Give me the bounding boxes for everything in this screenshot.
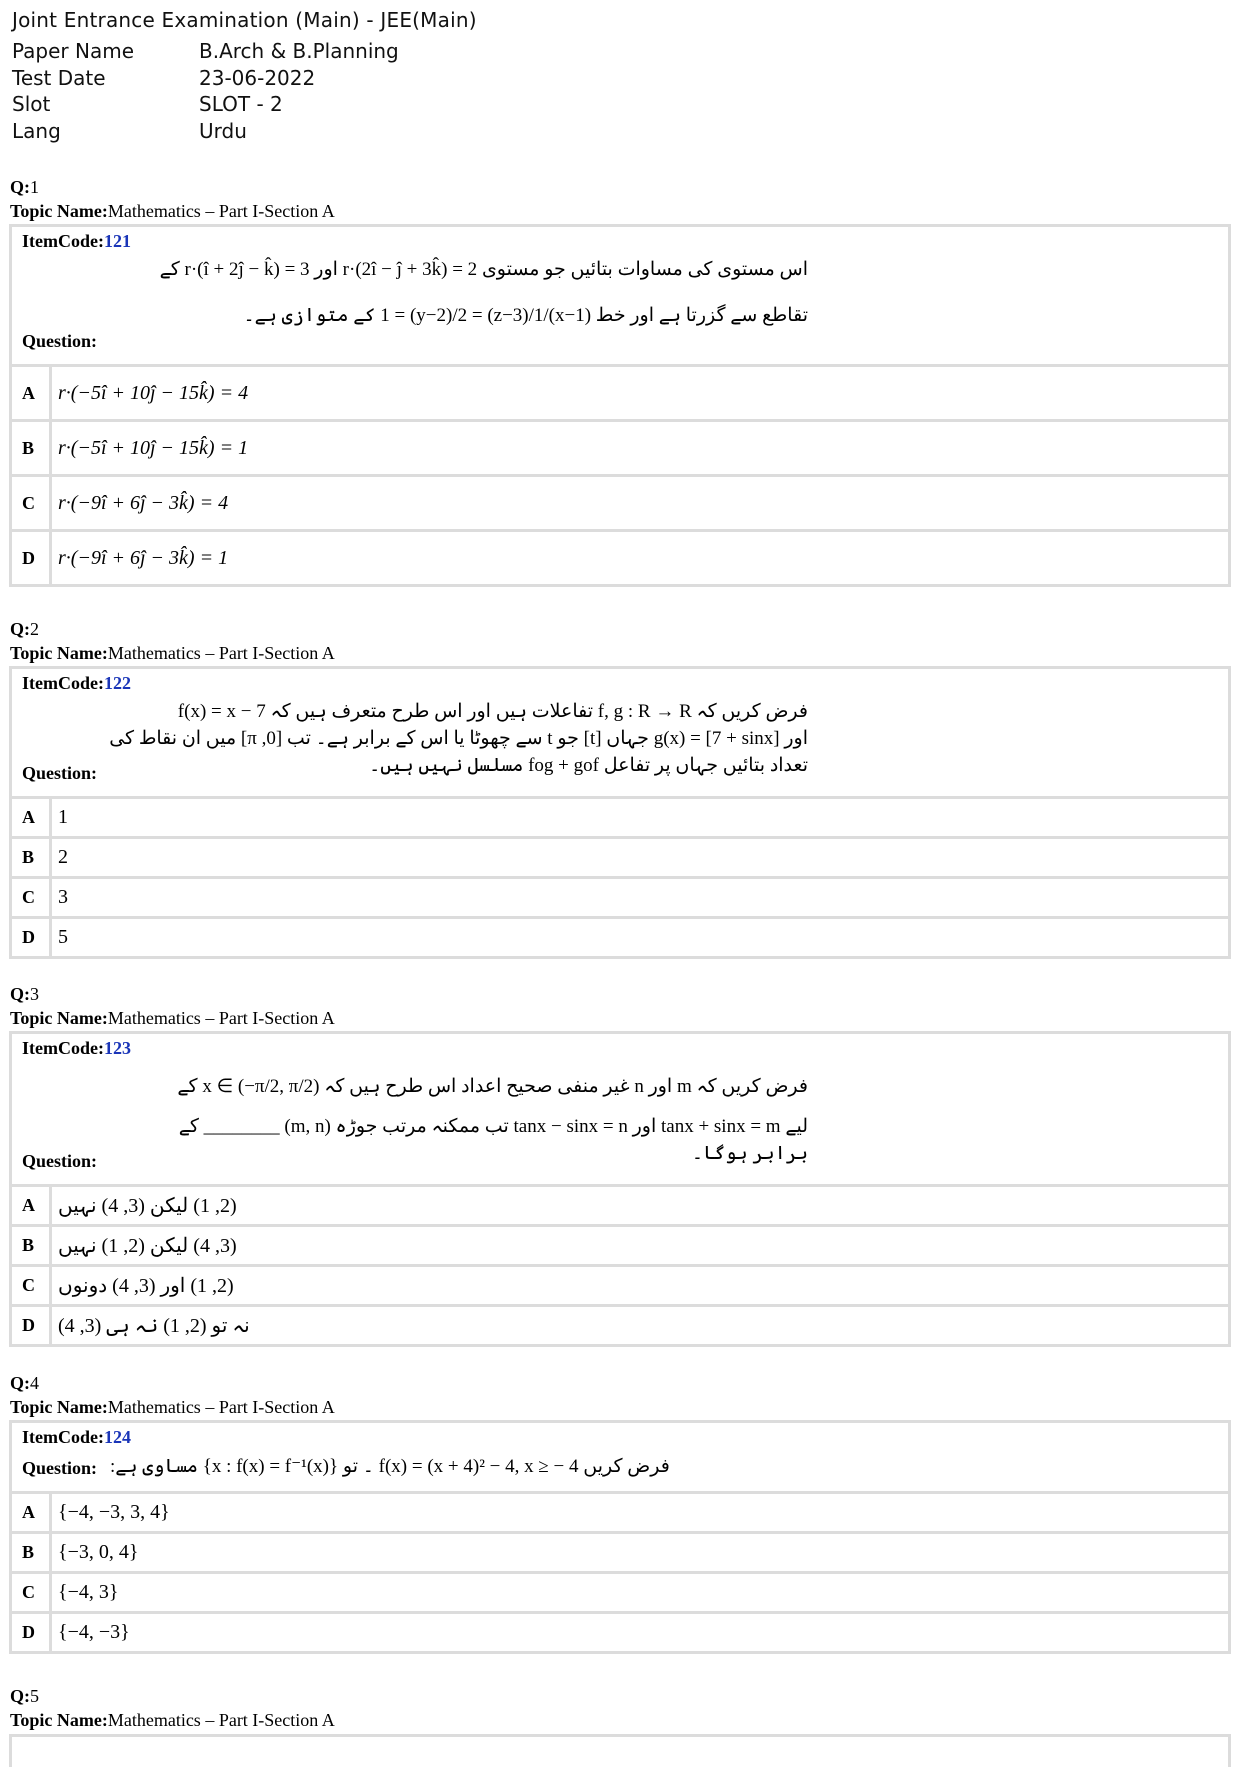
question-label: Question:	[22, 1458, 98, 1478]
option-a[interactable]	[12, 1494, 1228, 1534]
meta-row	[12, 65, 399, 92]
question-label: Question:	[22, 1151, 98, 1171]
exam-meta-table	[12, 38, 399, 144]
question-label: Question:	[22, 331, 98, 351]
option-a[interactable]	[12, 1187, 1228, 1227]
option-c[interactable]	[12, 1267, 1228, 1307]
option-label: B	[12, 839, 52, 876]
option-value: {−4, −3}	[58, 1621, 130, 1643]
topic-label: Topic Name:	[10, 1008, 108, 1028]
option-c[interactable]	[12, 1574, 1228, 1614]
option-c[interactable]	[12, 477, 1228, 532]
option-label: B	[12, 1227, 52, 1264]
question-body	[12, 1034, 1228, 1187]
q-label: Q:	[10, 1686, 30, 1706]
question-number: 1	[30, 177, 39, 197]
option-value: r·(−9î + 6ĵ − 3k̂) = 1	[58, 546, 229, 569]
option-d[interactable]	[12, 1614, 1228, 1651]
option-label: C	[12, 879, 52, 916]
question-box-1	[9, 224, 1231, 587]
option-label: D	[12, 919, 52, 956]
question-box-4	[9, 1420, 1231, 1654]
topic-name: Mathematics – Part I-Section A	[107, 201, 335, 221]
question-text-line: فرض کریں کہ m اور n غیر منفی صحیح اعداد اس طرح ہیں کہ x ∈ (−π/2, π/2) کے	[177, 1076, 808, 1097]
topic-label: Topic Name:	[10, 643, 108, 663]
meta-value: B.Arch & B.Planning	[199, 39, 399, 64]
q-label: Q:	[10, 619, 30, 639]
option-value: r·(−5î + 10ĵ − 15k̂) = 4	[58, 381, 249, 404]
question-number: 5	[30, 1686, 39, 1706]
question-box-2	[9, 666, 1231, 959]
option-value: 1	[58, 806, 68, 828]
question-text-line: فرض کریں f(x) = (x + 4)² − 4, x ≥ − 4 ۔ تو {x : f(x) = f⁻¹(x)} مساوی ہے:	[110, 1456, 670, 1477]
option-a[interactable]	[12, 799, 1228, 839]
topic-label: Topic Name:	[10, 1710, 108, 1730]
meta-value: 23-06-2022	[199, 65, 316, 90]
question-text-line: لیے tanx + sinx = m اور tanx − sinx = n تب ممکنہ مرتب جوڑہ (m, n) ________ کے	[178, 1116, 808, 1137]
question-body	[12, 1423, 1228, 1494]
meta-key: Paper Name	[12, 39, 135, 64]
meta-row	[12, 91, 399, 118]
option-value: 5	[58, 926, 68, 948]
meta-key: Slot	[12, 92, 51, 117]
option-label: A	[12, 1494, 52, 1531]
option-label: D	[12, 1307, 52, 1344]
q-label: Q:	[10, 177, 30, 197]
q-label: Q:	[10, 984, 30, 1004]
item-code-label: ItemCode:	[22, 1427, 104, 1447]
question-header-2	[10, 617, 335, 665]
meta-value: SLOT - 2	[199, 92, 283, 117]
question-text-line: تعداد بتائیں جہاں پر تفاعل fog + gof مسلسل نہیں ہیں۔	[369, 755, 808, 776]
topic-name: Mathematics – Part I-Section A	[107, 643, 335, 663]
item-code-value: 122	[103, 673, 131, 693]
item-code-value: 124	[103, 1427, 131, 1447]
option-value: {−4, −3, 3, 4}	[58, 1501, 170, 1523]
option-label: A	[12, 799, 52, 836]
meta-key: Test Date	[12, 65, 106, 90]
option-value: 2	[58, 846, 68, 868]
option-value: (3, 4) لیکن (2, 1) نہیں	[58, 1235, 237, 1257]
question-text-line: فرض کریں کہ f, g : R → R تفاعلات ہیں اور اس طرح متعرف ہیں کہ f(x) = x − 7	[177, 701, 808, 722]
question-label: Question:	[22, 763, 98, 783]
option-value: {−3, 0, 4}	[58, 1541, 139, 1563]
option-label: A	[12, 1187, 52, 1224]
option-label: B	[12, 1534, 52, 1571]
option-label: B	[12, 422, 52, 474]
option-b[interactable]	[12, 1534, 1228, 1574]
option-d[interactable]	[12, 1307, 1228, 1344]
topic-label: Topic Name:	[10, 1397, 108, 1417]
option-value: نہ تو (2, 1) نہ ہی (3, 4)	[58, 1315, 250, 1337]
topic-label: Topic Name:	[10, 201, 108, 221]
option-label: A	[12, 367, 52, 419]
option-label: C	[12, 1574, 52, 1611]
option-b[interactable]	[12, 839, 1228, 879]
question-box-5	[9, 1734, 1231, 1767]
option-c[interactable]	[12, 879, 1228, 919]
item-code-label: ItemCode:	[22, 1038, 104, 1058]
question-header-4	[10, 1371, 335, 1419]
meta-key: Lang	[12, 118, 61, 143]
topic-name: Mathematics – Part I-Section A	[107, 1397, 335, 1417]
item-code-label: ItemCode:	[22, 673, 104, 693]
option-label: D	[12, 532, 52, 584]
option-label: D	[12, 1614, 52, 1651]
option-label: C	[12, 1267, 52, 1304]
q-label: Q:	[10, 1373, 30, 1393]
topic-name: Mathematics – Part I-Section A	[107, 1008, 335, 1028]
document-header	[12, 8, 477, 144]
question-body	[12, 227, 1228, 367]
option-value: 3	[58, 886, 68, 908]
item-code-value: 123	[103, 1038, 131, 1058]
question-text-line: اس مستوی کی مساوات بتائیں جو مستوی r·(2î − ĵ + 3k̂) = 2 اور r·(î + 2ĵ − k̂) = 3 کے	[159, 259, 808, 280]
question-box-3	[9, 1031, 1231, 1347]
question-header-3	[10, 982, 335, 1030]
exam-title: Joint Entrance Examination (Main) - JEE(Main)	[12, 8, 477, 32]
question-number: 4	[30, 1373, 39, 1393]
option-b[interactable]	[12, 422, 1228, 477]
meta-row	[12, 118, 399, 145]
option-value: r·(−9î + 6ĵ − 3k̂) = 4	[58, 491, 229, 514]
option-value: r·(−5î + 10ĵ − 15k̂) = 1	[58, 436, 249, 459]
topic-name: Mathematics – Part I-Section A	[107, 1710, 335, 1730]
question-header-1	[10, 175, 335, 223]
question-number: 3	[30, 984, 39, 1004]
option-value: {−4, 3}	[58, 1581, 119, 1603]
question-text-line: اور g(x) = [7 + sinx] جہاں [t] جو t سے چھوٹا یا اس کے برابر ہے۔ تب [0, π] میں ان نقاط کی	[109, 728, 808, 749]
question-number: 2	[30, 619, 39, 639]
option-label: C	[12, 477, 52, 529]
option-d[interactable]	[12, 919, 1228, 956]
option-d[interactable]	[12, 532, 1228, 584]
meta-value: Urdu	[199, 118, 247, 143]
option-value: (2, 1) لیکن (3, 4) نہیں	[58, 1195, 237, 1217]
option-b[interactable]	[12, 1227, 1228, 1267]
option-value: (2, 1) اور (3, 4) دونوں	[58, 1275, 234, 1297]
question-text-line: تقاطع سے گزرتا ہے اور خط (x−1)/1 = (y−2)/2 = (z−3)/1 کے متوازی ہے۔	[243, 305, 808, 326]
meta-row	[12, 38, 399, 65]
question-header-5	[10, 1684, 335, 1732]
item-code-value: 121	[103, 231, 131, 251]
question-body	[12, 669, 1228, 799]
question-text-line: برابر ہوگا۔	[691, 1143, 808, 1164]
option-a[interactable]	[12, 367, 1228, 422]
item-code-label: ItemCode:	[22, 231, 104, 251]
